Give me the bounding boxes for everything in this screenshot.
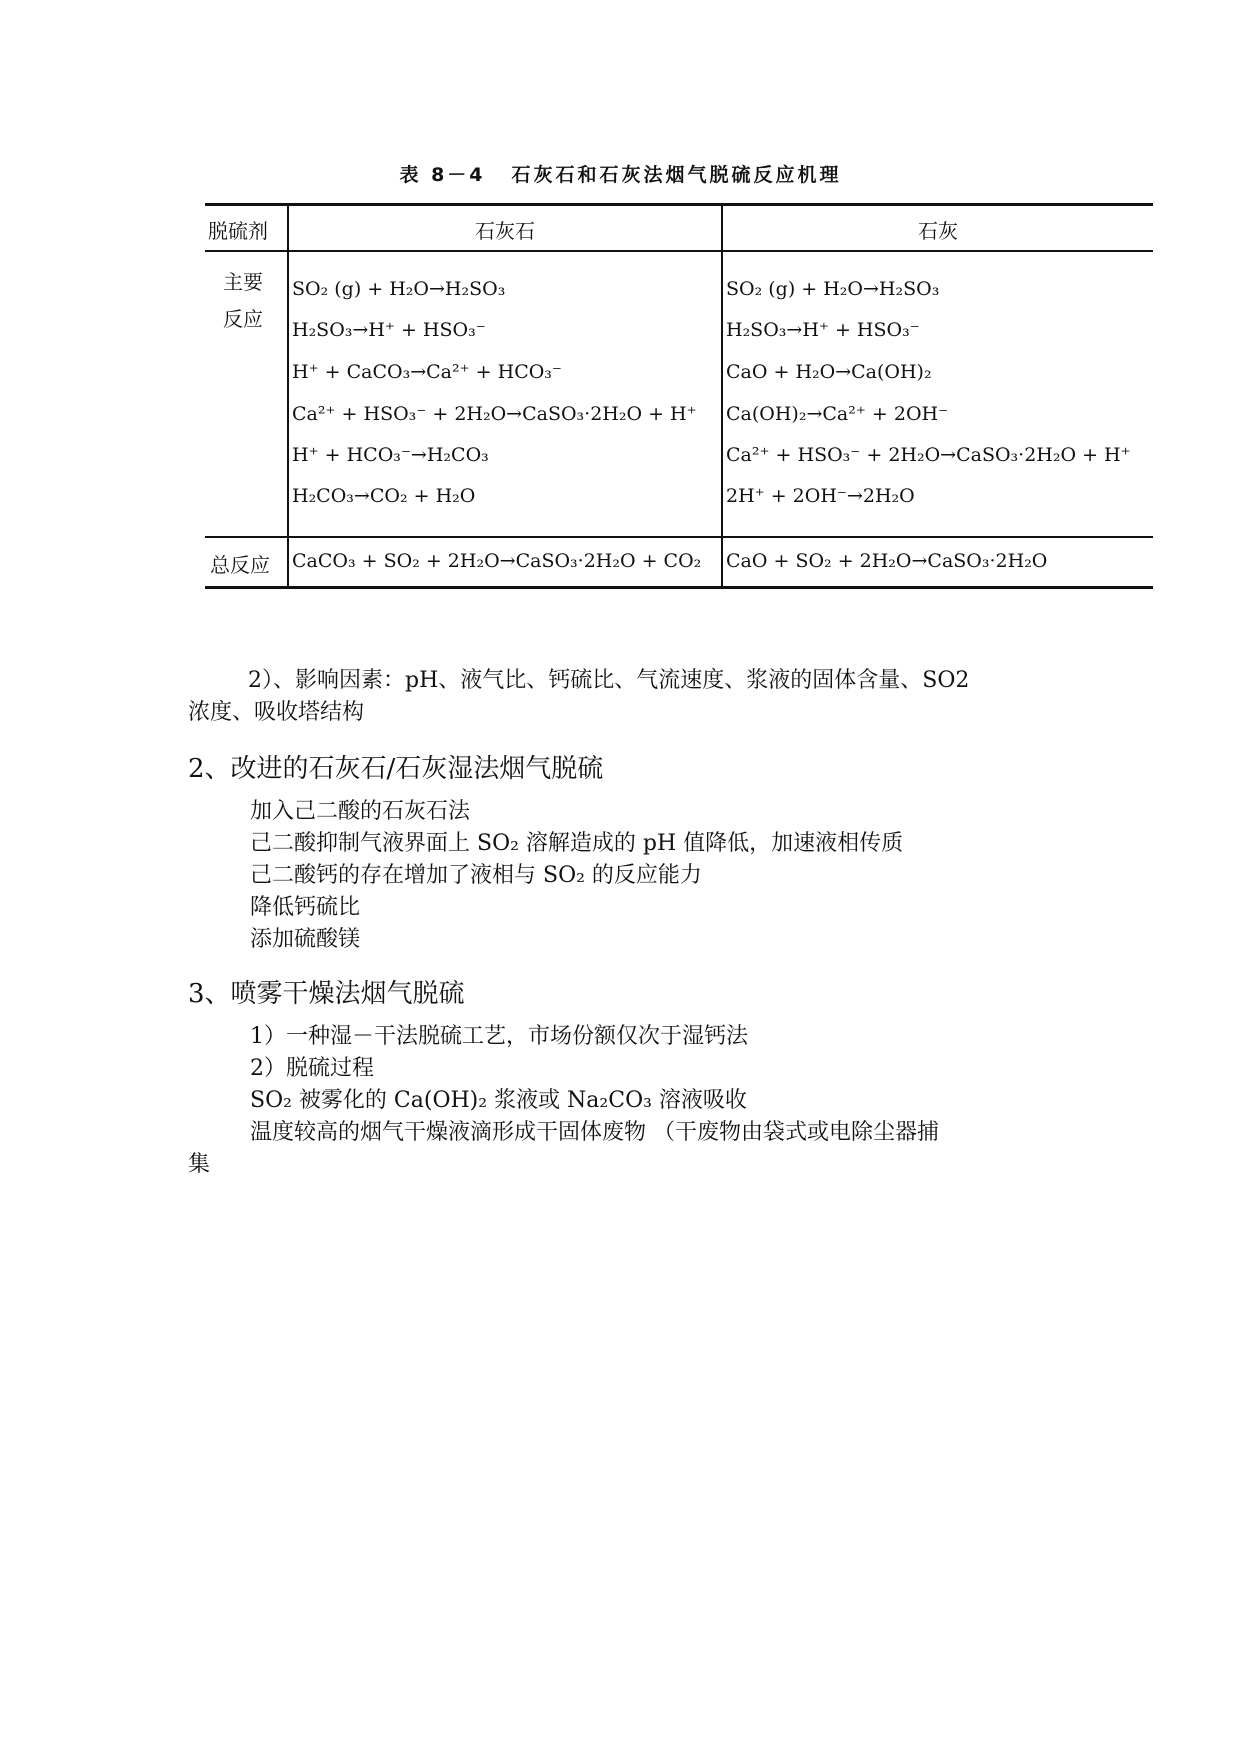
- factors-line-2: 浓度、吸收塔结构: [188, 700, 365, 725]
- main-reaction-label-1: 主要: [223, 270, 263, 294]
- section-3-line: 1）一种湿－干法脱硫工艺，市场份额仅次于湿钙法: [250, 1024, 748, 1049]
- header-limestone: 石灰石: [475, 219, 535, 243]
- limestone-reaction: H₂SO₃→H⁺ + HSO₃⁻: [292, 319, 486, 341]
- section-2-line: 己二酸钙的存在增加了液相与 SO₂ 的反应能力: [250, 863, 702, 888]
- section-2-heading: 2、改进的石灰石/石灰湿法烟气脱硫: [188, 754, 604, 784]
- section-2-line: 己二酸抑制气液界面上 SO₂ 溶解造成的 pH 值降低，加速液相传质: [250, 831, 904, 856]
- section-3-line: SO₂ 被雾化的 Ca(OH)₂ 浆液或 Na₂CO₃ 溶液吸收: [250, 1088, 747, 1113]
- limestone-total-reaction: CaCO₃ + SO₂ + 2H₂O→CaSO₃·2H₂O + CO₂: [292, 550, 702, 572]
- main-reaction-label-2: 反应: [223, 307, 263, 331]
- table-caption-title: 石灰石和石灰法烟气脱硫反应机理: [511, 164, 842, 186]
- table-top-rule: [205, 203, 1153, 206]
- limestone-reaction: H⁺ + HCO₃⁻→H₂CO₃: [292, 444, 489, 466]
- header-lime: 石灰: [918, 219, 958, 243]
- lime-reaction: Ca²⁺ + HSO₃⁻ + 2H₂O→CaSO₃·2H₂O + H⁺: [726, 444, 1131, 466]
- table-bottom-rule: [205, 586, 1153, 589]
- table-caption: [0, 160, 1241, 187]
- table-caption-number: 表 8－4: [399, 164, 486, 186]
- limestone-reaction: H⁺ + CaCO₃→Ca²⁺ + HCO₃⁻: [292, 361, 562, 383]
- header-desulfurizer: 脱硫剂: [208, 219, 268, 243]
- lime-reaction: H₂SO₃→H⁺ + HSO₃⁻: [726, 319, 920, 341]
- total-reaction-label: 总反应: [210, 553, 270, 577]
- section-3-line: 2）脱硫过程: [250, 1056, 374, 1081]
- lime-reaction: 2H⁺ + 2OH⁻→2H₂O: [726, 485, 915, 507]
- lime-total-reaction: CaO + SO₂ + 2H₂O→CaSO₃·2H₂O: [726, 550, 1048, 572]
- factors-line-1: 2）、影响因素：pH、液气比、钙硫比、气流速度、浆液的固体含量、SO2: [248, 668, 970, 693]
- section-2-line: 加入己二酸的石灰石法: [250, 799, 471, 824]
- table-header-rule: [205, 250, 1153, 252]
- section-3-wrap-line: 集: [188, 1152, 211, 1177]
- limestone-reaction: SO₂ (g) + H₂O→H₂SO₃: [292, 278, 506, 300]
- limestone-reaction: H₂CO₃→CO₂ + H₂O: [292, 485, 476, 507]
- limestone-reaction: Ca²⁺ + HSO₃⁻ + 2H₂O→CaSO₃·2H₂O + H⁺: [292, 403, 697, 425]
- table-total-rule: [205, 536, 1153, 538]
- section-3-heading: 3、喷雾干燥法烟气脱硫: [188, 979, 465, 1009]
- lime-reaction: Ca(OH)₂→Ca²⁺ + 2OH⁻: [726, 403, 949, 425]
- table-col-divider-2: [721, 203, 723, 588]
- lime-reaction: SO₂ (g) + H₂O→H₂SO₃: [726, 278, 940, 300]
- lime-reaction: CaO + H₂O→Ca(OH)₂: [726, 361, 932, 383]
- table-col-divider-1: [287, 203, 289, 588]
- section-2-line: 添加硫酸镁: [250, 927, 361, 952]
- reaction-mechanism-table: [205, 203, 1153, 589]
- section-2-line: 降低钙硫比: [250, 895, 361, 920]
- section-3-line: 温度较高的烟气干燥液滴形成干固体废物 （干废物由袋式或电除尘器捕: [250, 1120, 939, 1145]
